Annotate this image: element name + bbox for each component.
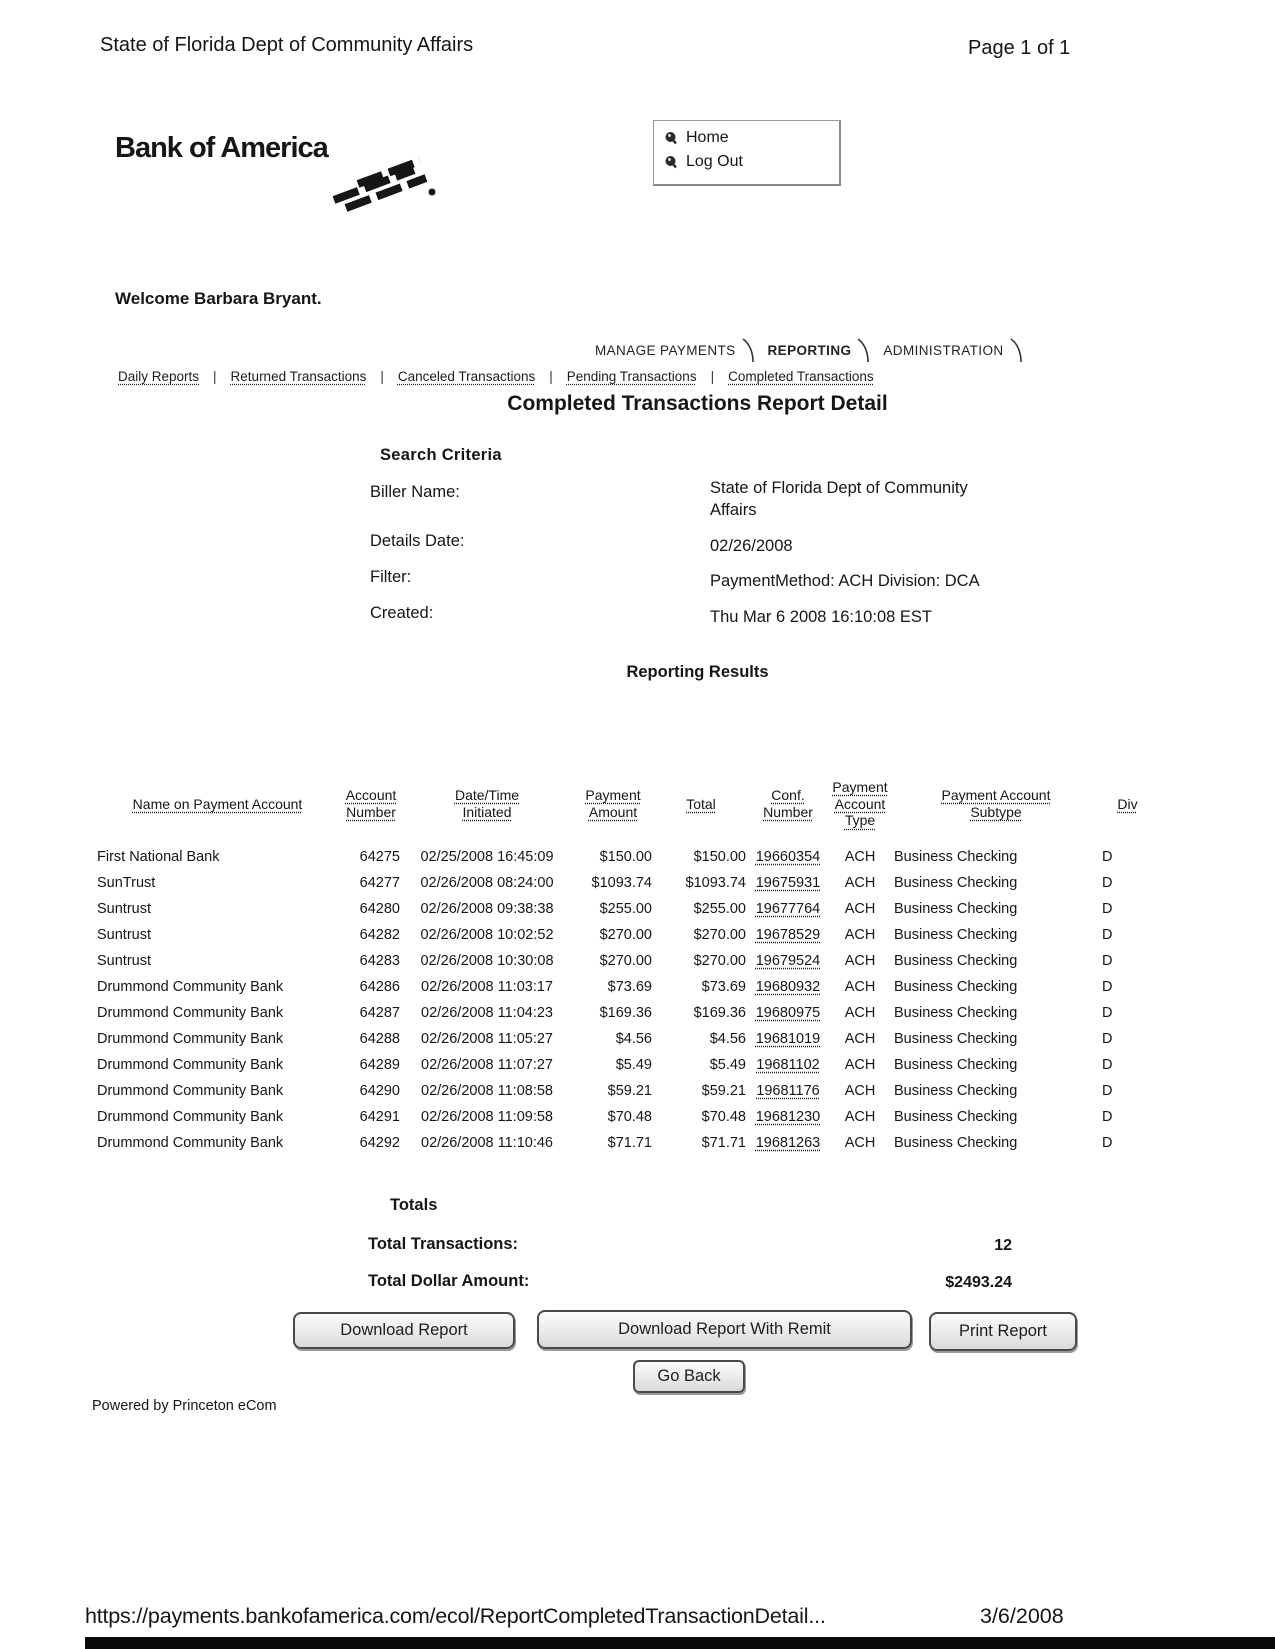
logout-link[interactable] xyxy=(664,153,839,171)
cell-division: D xyxy=(1102,1109,1113,1125)
cell-account-type: ACH xyxy=(844,1109,876,1125)
cell-payment-amount: $73.69 xyxy=(607,979,652,995)
tab-curve-icon xyxy=(857,337,869,363)
cell-conf-number-link[interactable]: 19681230 xyxy=(755,1109,821,1125)
cell-payment-amount: $70.48 xyxy=(607,1109,652,1125)
cell-account-type: ACH xyxy=(844,953,876,969)
cell-account-type: ACH xyxy=(844,875,876,891)
download-report-button[interactable]: Download Report xyxy=(293,1312,515,1349)
transaction-row xyxy=(95,974,1155,1000)
cell-payment-amount: $71.71 xyxy=(607,1135,652,1151)
cell-account-number: 64292 xyxy=(359,1135,400,1151)
col-header-date-time-initiated[interactable]: Date/Time Initiated xyxy=(454,787,520,820)
cell-account-subtype: Business Checking xyxy=(894,953,1018,969)
cell-division: D xyxy=(1102,927,1113,943)
cell-account-type: ACH xyxy=(844,1083,876,1099)
col-header-payment-amount[interactable]: Payment Amount xyxy=(585,787,641,820)
subnav-completed-transactions[interactable]: Completed Transactions xyxy=(728,369,874,384)
cell-account-number: 64289 xyxy=(359,1057,400,1073)
print-header-title: State of Florida Dept of Community Affairs xyxy=(100,34,474,56)
transaction-row xyxy=(95,948,1155,974)
bank-of-america-logo: Bank of America xyxy=(115,132,328,164)
cell-division: D xyxy=(1102,953,1113,969)
tab-curve-icon xyxy=(1010,337,1022,363)
cell-payment-amount: $1093.74 xyxy=(591,875,652,891)
cell-total: $1093.74 xyxy=(685,875,746,891)
cell-conf-number-link[interactable]: 19681019 xyxy=(755,1031,821,1047)
cell-account-subtype: Business Checking xyxy=(894,927,1018,943)
cell-account-number: 64290 xyxy=(359,1083,400,1099)
cell-payment-account-name: Drummond Community Bank xyxy=(97,1083,284,1099)
cell-division: D xyxy=(1102,1083,1113,1099)
details-date-value: 02/26/2008 xyxy=(710,537,793,555)
cell-account-type: ACH xyxy=(844,1005,876,1021)
cell-account-subtype: Business Checking xyxy=(894,849,1018,865)
cell-date-time: 02/26/2008 08:24:00 xyxy=(420,875,554,891)
cell-payment-amount: $255.00 xyxy=(599,901,652,917)
cell-account-subtype: Business Checking xyxy=(894,1083,1018,1099)
cell-total: $4.56 xyxy=(709,1031,746,1047)
cell-conf-number-link[interactable]: 19681176 xyxy=(756,1083,820,1099)
boa-flag-icon xyxy=(328,148,440,212)
cell-date-time: 02/26/2008 11:05:27 xyxy=(421,1031,553,1047)
cell-conf-number-link[interactable]: 19678529 xyxy=(755,927,821,943)
transaction-row xyxy=(95,1104,1155,1130)
col-header-total[interactable]: Total xyxy=(686,795,716,812)
created-label: Created: xyxy=(370,604,434,622)
subnav-pending-transactions[interactable]: Pending Transactions | xyxy=(567,369,728,384)
cell-total: $59.21 xyxy=(701,1083,746,1099)
cell-conf-number-link[interactable]: 19681102 xyxy=(756,1057,820,1073)
cell-account-subtype: Business Checking xyxy=(894,1109,1018,1125)
cell-date-time: 02/26/2008 11:10:46 xyxy=(421,1135,553,1151)
transaction-row xyxy=(95,844,1155,870)
cell-payment-account-name: Drummond Community Bank xyxy=(97,1109,284,1125)
subnav-daily-reports[interactable]: Daily Reports | xyxy=(118,369,231,384)
table-header-row xyxy=(95,768,1155,844)
page-title: Completed Transactions Report Detail xyxy=(507,392,888,415)
cell-payment-account-name: Drummond Community Bank xyxy=(97,1005,284,1021)
cell-account-number: 64286 xyxy=(359,979,400,995)
cell-payment-account-name: Drummond Community Bank xyxy=(97,1135,284,1151)
cell-payment-amount: $59.21 xyxy=(607,1083,652,1099)
total-dollar-amount-label: Total Dollar Amount: xyxy=(368,1272,530,1290)
cell-account-type: ACH xyxy=(844,1057,876,1073)
cell-date-time: 02/26/2008 11:04:23 xyxy=(421,1005,553,1021)
total-dollar-amount-value: $2493.24 xyxy=(945,1274,1012,1291)
transaction-row xyxy=(95,1026,1155,1052)
cell-conf-number-link[interactable]: 19680932 xyxy=(755,979,821,995)
cell-conf-number-link[interactable]: 19680975 xyxy=(755,1005,821,1021)
cell-total: $255.00 xyxy=(693,901,746,917)
transaction-row xyxy=(95,1130,1155,1156)
nav-tab-manage-payments[interactable] xyxy=(595,337,754,363)
print-footer-url: https://payments.bankofamerica.com/ecol/ReportCompletedTransactionDetail... xyxy=(85,1604,826,1628)
cell-account-type: ACH xyxy=(844,1031,876,1047)
cell-account-number: 64283 xyxy=(359,953,400,969)
cell-account-subtype: Business Checking xyxy=(894,875,1018,891)
nav-tab-administration[interactable] xyxy=(883,337,1021,363)
cell-date-time: 02/26/2008 10:02:52 xyxy=(420,927,554,943)
cell-account-type: ACH xyxy=(844,849,876,865)
cell-account-number: 64275 xyxy=(359,849,400,865)
reporting-results-heading: Reporting Results xyxy=(626,663,769,681)
col-header-account-number[interactable]: Account Number xyxy=(345,787,397,820)
cell-payment-account-name: Drummond Community Bank xyxy=(97,979,284,995)
cell-payment-amount: $169.36 xyxy=(599,1005,652,1021)
cell-account-subtype: Business Checking xyxy=(894,1057,1018,1073)
cell-total: $70.48 xyxy=(701,1109,746,1125)
col-header-conf-number[interactable]: Conf. Number xyxy=(763,787,813,820)
created-value: Thu Mar 6 2008 16:10:08 EST xyxy=(710,608,932,626)
totals-heading: Totals xyxy=(390,1196,438,1214)
nav-tab-label: MANAGE PAYMENTS xyxy=(595,343,736,358)
biller-name-value: State of Florida Dept of Community Affairs xyxy=(710,479,968,520)
nav-tab-label: ADMINISTRATION xyxy=(883,343,1004,358)
transaction-row xyxy=(95,1000,1155,1026)
cell-total: $73.69 xyxy=(701,979,746,995)
cell-account-subtype: Business Checking xyxy=(894,1005,1018,1021)
cell-account-number: 64288 xyxy=(359,1031,400,1047)
cell-conf-number-link[interactable]: 19681263 xyxy=(755,1135,821,1151)
cell-division: D xyxy=(1102,979,1113,995)
cell-payment-amount: $5.49 xyxy=(615,1057,652,1073)
cell-division: D xyxy=(1102,1135,1113,1151)
print-footer-date: 3/6/2008 xyxy=(980,1604,1064,1628)
cell-total: $150.00 xyxy=(693,849,746,865)
cell-division: D xyxy=(1102,1005,1113,1021)
col-header-division[interactable]: Div xyxy=(1117,795,1138,812)
cell-payment-account-name: Suntrust xyxy=(97,927,151,943)
transaction-row xyxy=(95,1078,1155,1104)
cell-division: D xyxy=(1102,875,1113,891)
cell-account-number: 64277 xyxy=(359,875,400,891)
cell-date-time: 02/25/2008 16:45:09 xyxy=(420,849,554,865)
nav-tab-label: REPORTING xyxy=(767,343,852,358)
biller-name-label: Biller Name: xyxy=(370,483,460,501)
powered-by-text: Powered by Princeton eCom xyxy=(92,1398,277,1414)
cell-date-time: 02/26/2008 09:38:38 xyxy=(420,901,554,917)
transaction-row xyxy=(95,870,1155,896)
cell-total: $71.71 xyxy=(701,1135,746,1151)
col-header-name-on-payment-account[interactable]: Name on Payment Account xyxy=(132,795,303,812)
total-transactions-value: 12 xyxy=(994,1237,1012,1254)
cell-account-type: ACH xyxy=(844,979,876,995)
home-icon xyxy=(664,131,678,145)
cell-account-number: 64291 xyxy=(359,1109,400,1125)
cell-total: $169.36 xyxy=(693,1005,746,1021)
col-header-payment-account-type[interactable]: Payment Account Type xyxy=(832,778,888,829)
session-menu xyxy=(653,120,841,186)
logout-icon xyxy=(664,155,678,169)
cell-payment-amount: $270.00 xyxy=(599,927,652,943)
cell-account-number: 64280 xyxy=(359,901,400,917)
cell-date-time: 02/26/2008 11:08:58 xyxy=(421,1083,553,1099)
home-link-label: Home xyxy=(686,129,729,146)
download-report-with-remit-button[interactable]: Download Report With Remit xyxy=(537,1310,912,1349)
cell-division: D xyxy=(1102,1057,1113,1073)
nav-tab-reporting[interactable] xyxy=(768,337,870,363)
subnav-returned-transactions[interactable]: Returned Transactions | xyxy=(231,369,398,384)
filter-value: PaymentMethod: ACH Division: DCA xyxy=(710,572,980,590)
transaction-row xyxy=(95,922,1155,948)
cell-payment-account-name: First National Bank xyxy=(97,849,220,865)
cell-conf-number-link[interactable]: 19679524 xyxy=(755,953,821,969)
cell-payment-account-name: SunTrust xyxy=(97,875,156,891)
cell-account-subtype: Business Checking xyxy=(894,1031,1018,1047)
details-date-label: Details Date: xyxy=(370,532,465,550)
cell-date-time: 02/26/2008 11:09:58 xyxy=(421,1109,553,1125)
cell-division: D xyxy=(1102,1031,1113,1047)
cell-payment-account-name: Suntrust xyxy=(97,901,151,917)
cell-payment-amount: $150.00 xyxy=(599,849,652,865)
cell-conf-number-link[interactable]: 19660354 xyxy=(755,849,821,865)
cell-account-number: 64287 xyxy=(359,1005,400,1021)
welcome-message: Welcome Barbara Bryant. xyxy=(115,289,322,308)
transactions-table xyxy=(95,768,1155,1156)
tab-curve-icon xyxy=(742,337,754,363)
cell-account-type: ACH xyxy=(844,901,876,917)
cell-total: $5.49 xyxy=(709,1057,746,1073)
scan-artifact-bar xyxy=(85,1637,1275,1649)
cell-account-subtype: Business Checking xyxy=(894,979,1018,995)
transaction-row xyxy=(95,896,1155,922)
cell-account-subtype: Business Checking xyxy=(894,1135,1018,1151)
cell-date-time: 02/26/2008 11:03:17 xyxy=(421,979,553,995)
cell-payment-amount: $4.56 xyxy=(615,1031,652,1047)
cell-payment-amount: $270.00 xyxy=(599,953,652,969)
cell-division: D xyxy=(1102,849,1113,865)
search-criteria-heading: Search Criteria xyxy=(380,446,502,464)
cell-account-number: 64282 xyxy=(359,927,400,943)
total-transactions-label: Total Transactions: xyxy=(368,1235,519,1253)
primary-nav xyxy=(595,337,1022,363)
cell-date-time: 02/26/2008 11:07:27 xyxy=(421,1057,553,1073)
cell-account-type: ACH xyxy=(844,1135,876,1151)
cell-conf-number-link[interactable]: 19677764 xyxy=(755,901,821,917)
cell-payment-account-name: Suntrust xyxy=(97,953,151,969)
col-header-payment-account-subtype[interactable]: Payment Account Subtype xyxy=(941,787,1051,820)
cell-conf-number-link[interactable]: 19675931 xyxy=(755,875,821,891)
home-link[interactable] xyxy=(664,129,839,147)
logout-link-label: Log Out xyxy=(686,153,743,170)
cell-payment-account-name: Drummond Community Bank xyxy=(97,1057,284,1073)
cell-payment-account-name: Drummond Community Bank xyxy=(97,1031,284,1047)
cell-total: $270.00 xyxy=(693,953,746,969)
print-report-button[interactable]: Print Report xyxy=(929,1312,1077,1351)
transaction-row xyxy=(95,1052,1155,1078)
cell-division: D xyxy=(1102,901,1113,917)
cell-total: $270.00 xyxy=(693,927,746,943)
go-back-button[interactable]: Go Back xyxy=(633,1360,745,1393)
print-header-page-number: Page 1 of 1 xyxy=(968,37,1071,59)
report-type-nav xyxy=(118,369,874,384)
cell-account-type: ACH xyxy=(844,927,876,943)
filter-label: Filter: xyxy=(370,568,412,586)
subnav-canceled-transactions[interactable]: Canceled Transactions | xyxy=(398,369,567,384)
cell-date-time: 02/26/2008 10:30:08 xyxy=(420,953,554,969)
cell-account-subtype: Business Checking xyxy=(894,901,1018,917)
